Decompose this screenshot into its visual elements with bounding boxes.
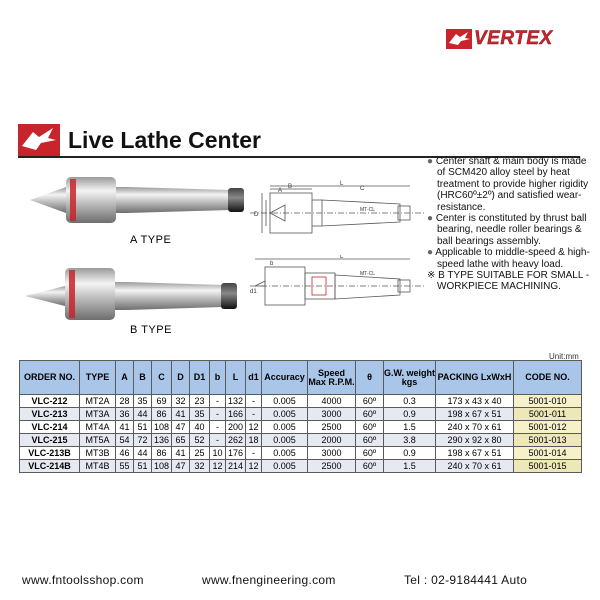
table-cell: 3000 — [308, 408, 356, 421]
svg-text:d1: d1 — [250, 289, 257, 295]
table-cell: 240 x 70 x 61 — [436, 421, 514, 434]
header-accuracy: Accuracy — [262, 361, 308, 395]
header-type: TYPE — [80, 361, 116, 395]
table-cell: 173 x 43 x 40 — [436, 395, 514, 408]
table-cell: 86 — [152, 447, 172, 460]
table-cell: 55 — [116, 460, 134, 473]
table-cell: 262 — [226, 434, 246, 447]
table-cell: 51 — [134, 421, 152, 434]
page-title: Live Lathe Center — [68, 126, 261, 153]
table-cell: 36 — [116, 408, 134, 421]
table-cell: 60º — [356, 421, 384, 434]
table-cell: 12 — [210, 460, 226, 473]
table-cell: VLC-214 — [20, 421, 80, 434]
table-cell: 47 — [172, 460, 190, 473]
table-header-row — [20, 361, 582, 395]
table-cell: 136 — [152, 434, 172, 447]
table-cell: 46 — [116, 447, 134, 460]
table-cell: 2500 — [308, 421, 356, 434]
header-a: A — [116, 361, 134, 395]
a-type-drawing — [250, 178, 430, 248]
table-cell: 65 — [172, 434, 190, 447]
table-cell: 3.8 — [384, 434, 436, 447]
svg-text:L: L — [340, 255, 344, 260]
table-cell: 41 — [116, 421, 134, 434]
svg-text:L: L — [340, 181, 344, 187]
table-cell: 12 — [246, 460, 262, 473]
table-cell: 32 — [172, 395, 190, 408]
table-cell: 18 — [246, 434, 262, 447]
table-cell: MT5A — [80, 434, 116, 447]
table-cell: 2000 — [308, 434, 356, 447]
svg-text:B: B — [288, 184, 293, 190]
footer-site-fnengineering[interactable]: www.fnengineering.com — [202, 573, 336, 587]
b-type-label: B TYPE — [130, 324, 172, 336]
table-cell: 60º — [356, 460, 384, 473]
table-cell: - — [210, 434, 226, 447]
table-cell: 240 x 70 x 61 — [436, 460, 514, 473]
table-cell: 35 — [134, 395, 152, 408]
table-cell: 44 — [134, 447, 152, 460]
table-cell: MT2A — [80, 395, 116, 408]
table-cell: 200 — [226, 421, 246, 434]
table-cell: 132 — [226, 395, 246, 408]
description-note: ※ B TYPE SUITABLE FOR SMALL -WORKPIECE MACHINING. — [427, 270, 590, 293]
table-cell: 54 — [116, 434, 134, 447]
table-cell: - — [246, 408, 262, 421]
table-cell: 0.005 — [262, 395, 308, 408]
table-cell: VLC-214B — [20, 460, 80, 473]
table-row — [20, 408, 582, 421]
table-cell: 290 x 92 x 80 — [436, 434, 514, 447]
header-speed: Speed Max R.P.M. — [308, 361, 356, 395]
header-d: D — [172, 361, 190, 395]
product-description — [427, 156, 593, 293]
table-cell: 52 — [190, 434, 210, 447]
table-cell: 0.3 — [384, 395, 436, 408]
table-cell: VLC-215 — [20, 434, 80, 447]
table-cell: 72 — [134, 434, 152, 447]
vertex-logo — [446, 28, 576, 50]
table-cell: 69 — [152, 395, 172, 408]
table-cell: 5001-014 — [514, 447, 582, 460]
table-cell: - — [210, 408, 226, 421]
unit-note: Unit:mm — [549, 352, 579, 361]
table-cell: 214 — [226, 460, 246, 473]
table-cell: 25 — [190, 447, 210, 460]
table-cell: 0.9 — [384, 408, 436, 421]
table-cell: 1.5 — [384, 460, 436, 473]
spec-table — [19, 360, 582, 473]
header-theta: θ — [356, 361, 384, 395]
description-item: ● Center is constituted by thrust ball bearing, needle roller bearings & ball bearings assembly. — [427, 213, 587, 247]
table-cell: 166 — [226, 408, 246, 421]
header-weight: G.W. weight kgs — [384, 361, 436, 395]
table-cell: 32 — [190, 460, 210, 473]
table-cell: 41 — [172, 447, 190, 460]
description-item: ● Applicable to middle-speed & high- speed lathe with heavy load. — [427, 247, 590, 270]
header-code-no: CODE NO. — [514, 361, 582, 395]
table-cell: 10 — [210, 447, 226, 460]
table-row — [20, 421, 582, 434]
table-row — [20, 447, 582, 460]
header-packing: PACKING LxWxH — [436, 361, 514, 395]
table-cell: - — [210, 421, 226, 434]
table-cell: 4000 — [308, 395, 356, 408]
table-cell: 86 — [152, 408, 172, 421]
table-cell: 5001-013 — [514, 434, 582, 447]
b-type-drawing — [250, 255, 430, 317]
table-cell: MT4A — [80, 421, 116, 434]
table-cell: 40 — [190, 421, 210, 434]
table-cell: MT3B — [80, 447, 116, 460]
table-cell: 44 — [134, 408, 152, 421]
table-row — [20, 434, 582, 447]
table-cell: 35 — [190, 408, 210, 421]
svg-text:b: b — [270, 261, 274, 267]
eagle-icon — [18, 124, 60, 156]
table-cell: - — [246, 447, 262, 460]
table-cell: - — [246, 395, 262, 408]
table-cell: 5001-015 — [514, 460, 582, 473]
table-cell: 1.5 — [384, 421, 436, 434]
table-cell: VLC-212 — [20, 395, 80, 408]
table-cell: 28 — [116, 395, 134, 408]
header-order-no: ORDER NO. — [20, 361, 80, 395]
table-cell: 60º — [356, 408, 384, 421]
table-cell: 5001-011 — [514, 408, 582, 421]
header-b: B — [134, 361, 152, 395]
table-cell: 60º — [356, 447, 384, 460]
a-type-label: A TYPE — [130, 234, 172, 246]
svg-text:C: C — [360, 186, 365, 192]
table-cell: MT4B — [80, 460, 116, 473]
b-type-photo — [25, 260, 250, 328]
table-cell: - — [210, 395, 226, 408]
footer-site-fntoolsshop[interactable]: www.fntoolsshop.com — [22, 573, 144, 587]
header-l: L — [226, 361, 246, 395]
table-cell: MT3A — [80, 408, 116, 421]
table-cell: 108 — [152, 460, 172, 473]
table-cell: 198 x 67 x 51 — [436, 447, 514, 460]
header-d1: D1 — [190, 361, 210, 395]
table-cell: 0.005 — [262, 408, 308, 421]
table-cell: VLC-213B — [20, 447, 80, 460]
table-cell: 5001-010 — [514, 395, 582, 408]
table-cell: 60º — [356, 395, 384, 408]
table-cell: VLC-213 — [20, 408, 80, 421]
header-b-small: b — [210, 361, 226, 395]
svg-text:D: D — [254, 212, 259, 218]
table-cell: 41 — [172, 408, 190, 421]
header-d1-small: d1 — [246, 361, 262, 395]
table-row — [20, 395, 582, 408]
table-cell: 51 — [134, 460, 152, 473]
table-cell: 3000 — [308, 447, 356, 460]
description-item: ● Center shaft & main body is made of SCM420 alloy steel by heat treatment to provide higher rigidity (HRC60º±2º) and satisfied wear- resistance. — [427, 156, 589, 213]
table-cell: 176 — [226, 447, 246, 460]
svg-text:MT-CL: MT-CL — [360, 271, 375, 277]
table-cell: 47 — [172, 421, 190, 434]
table-cell: 198 x 67 x 51 — [436, 408, 514, 421]
table-cell: 23 — [190, 395, 210, 408]
svg-text:MT-CL: MT-CL — [360, 207, 375, 213]
table-cell: 0.005 — [262, 447, 308, 460]
table-cell: 2500 — [308, 460, 356, 473]
table-cell: 0.9 — [384, 447, 436, 460]
footer-phone: Tel : 02-9184441 Auto — [404, 573, 528, 587]
table-cell: 0.005 — [262, 421, 308, 434]
table-row — [20, 460, 582, 473]
header-c: C — [152, 361, 172, 395]
table-cell: 0.005 — [262, 460, 308, 473]
table-cell: 108 — [152, 421, 172, 434]
eagle-icon — [446, 29, 472, 49]
brand-name: VERTEX — [474, 28, 553, 49]
table-cell: 0.005 — [262, 434, 308, 447]
table-cell: 60º — [356, 434, 384, 447]
svg-text:A: A — [278, 188, 283, 194]
table-cell: 12 — [246, 421, 262, 434]
a-type-photo — [30, 163, 255, 238]
title-row — [18, 124, 261, 156]
table-cell: 5001-012 — [514, 421, 582, 434]
